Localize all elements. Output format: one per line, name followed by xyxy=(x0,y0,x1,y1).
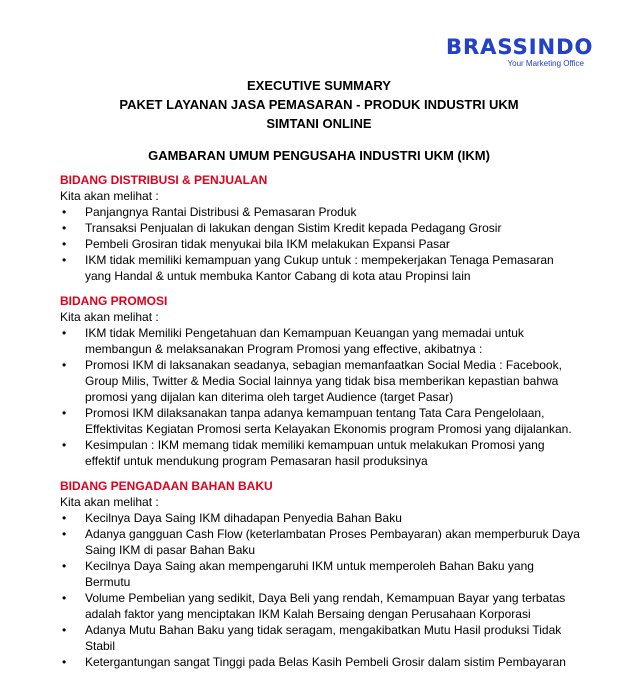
bullet-icon: • xyxy=(62,237,67,251)
list-item xyxy=(60,622,580,654)
list-item xyxy=(60,590,580,622)
bullet-icon: • xyxy=(62,253,67,267)
bullet-list xyxy=(60,204,580,284)
section-heading: BIDANG PROMOSI xyxy=(60,294,168,308)
bullet-icon: • xyxy=(62,591,67,605)
bullet-icon: • xyxy=(62,406,67,420)
section-distribusi xyxy=(60,172,580,284)
list-item-text: Kecilnya Daya Saing akan mempengaruhi IKM untuk memperoleh Bahan Baku yang Bermutu xyxy=(85,559,534,589)
list-item-text: Promosi IKM dilaksanakan tanpa adanya kemampuan tentang Tata Cara Pengelolaan, Effektivitas Kegiatan Promosi serta Kelayakan Ekonomis program Promosi yang dijalankan. xyxy=(85,406,572,436)
document-title-block xyxy=(0,76,638,165)
bullet-icon: • xyxy=(62,358,67,372)
list-item xyxy=(60,357,580,405)
list-item-text: IKM tidak memiliki kemampuan yang Cukup untuk : mempekerjakan Tenaga Pemasaran yang Handal & untuk membuka Kantor Cabang di kota atau Propinsi lain xyxy=(85,253,554,283)
list-item-text: Pembeli Grosiran tidak menyukai bila IKM melakukan Expansi Pasar xyxy=(85,237,450,251)
section-heading: BIDANG DISTRIBUSI & PENJUALAN xyxy=(60,173,268,187)
bullet-icon: • xyxy=(62,527,67,541)
bullet-list xyxy=(60,325,580,469)
section-intro: Kita akan melihat : xyxy=(60,495,159,509)
title-line-2: PAKET LAYANAN JASA PEMASARAN - PRODUK INDUSTRI UKM xyxy=(119,97,519,112)
title-line-1: EXECUTIVE SUMMARY xyxy=(247,78,391,93)
list-item xyxy=(60,204,580,220)
list-item xyxy=(60,437,580,469)
bullet-icon: • xyxy=(62,511,67,525)
list-item xyxy=(60,558,580,590)
list-item xyxy=(60,325,580,357)
list-item xyxy=(60,220,580,236)
list-item-text: Adanya Mutu Bahan Baku yang tidak seragam, mengakibatkan Mutu Hasil produksi Tidak Stabil xyxy=(85,623,562,653)
bullet-icon: • xyxy=(62,221,67,235)
document-subtitle: GAMBARAN UMUM PENGUSAHA INDUSTRI UKM (IKM) xyxy=(148,148,490,163)
section-intro: Kita akan melihat : xyxy=(60,189,159,203)
list-item xyxy=(60,510,580,526)
logo-tagline: Your Marketing Office xyxy=(507,59,584,68)
document-body xyxy=(60,172,580,679)
bullet-icon: • xyxy=(62,326,67,340)
title-line-3: SIMTANI ONLINE xyxy=(266,116,372,131)
logo-wordmark: BRASSINDO xyxy=(446,35,594,59)
list-item xyxy=(60,654,580,670)
bullet-icon: • xyxy=(62,655,67,669)
list-item xyxy=(60,526,580,558)
bullet-icon: • xyxy=(62,559,67,573)
list-item-text: Kesimpulan : IKM memang tidak memiliki kemampuan untuk melakukan Promosi yang effektif untuk mendukung program Pemasaran hasil produksinya xyxy=(85,438,545,468)
list-item xyxy=(60,252,580,284)
bullet-list xyxy=(60,510,580,670)
list-item xyxy=(60,236,580,252)
list-item-text: Transaksi Penjualan di lakukan dengan Sistim Kredit kepada Pedagang Grosir xyxy=(85,221,502,235)
list-item-text: Ketergantungan sangat Tinggi pada Belas Kasih Pembeli Grosir dalam sistim Pembayaran xyxy=(85,655,566,669)
list-item-text: Kecilnya Daya Saing IKM dihadapan Penyedia Bahan Baku xyxy=(85,511,402,525)
bullet-icon: • xyxy=(62,438,67,452)
section-intro: Kita akan melihat : xyxy=(60,310,159,324)
section-bahan-baku xyxy=(60,478,580,670)
brand-logo xyxy=(446,35,594,68)
bullet-icon: • xyxy=(62,205,67,219)
list-item-text: Panjangnya Rantai Distribusi & Pemasaran Produk xyxy=(85,205,357,219)
section-heading: BIDANG PENGADAAN BAHAN BAKU xyxy=(60,479,273,493)
list-item-text: Adanya gangguan Cash Flow (keterlambatan Proses Pembayaran) akan memperburuk Daya Saing IKM di pasar Bahan Baku xyxy=(85,527,580,557)
list-item-text: Promosi IKM di laksanakan seadanya, sebagian memanfaatkan Social Media : Facebook, Group Milis, Twitter & Media Social lainnya yang tidak bisa memberikan kepastian bahwa promosi yang dijalan kan diterima oleh target Audience (target Pasar) xyxy=(85,358,562,404)
section-promosi xyxy=(60,293,580,469)
list-item xyxy=(60,405,580,437)
list-item-text: IKM tidak Memiliki Pengetahuan dan Kemampuan Keuangan yang memadai untuk membangun & melaksanakan Program Promosi yang effective, akibatnya : xyxy=(85,326,524,356)
list-item-text: Volume Pembelian yang sedikit, Daya Beli yang rendah, Kemampuan Bayar yang terbatas adalah faktor yang menciptakan IKM Kalah Bersaing dengan Perusahaan Korporasi xyxy=(85,591,566,621)
bullet-icon: • xyxy=(62,623,67,637)
